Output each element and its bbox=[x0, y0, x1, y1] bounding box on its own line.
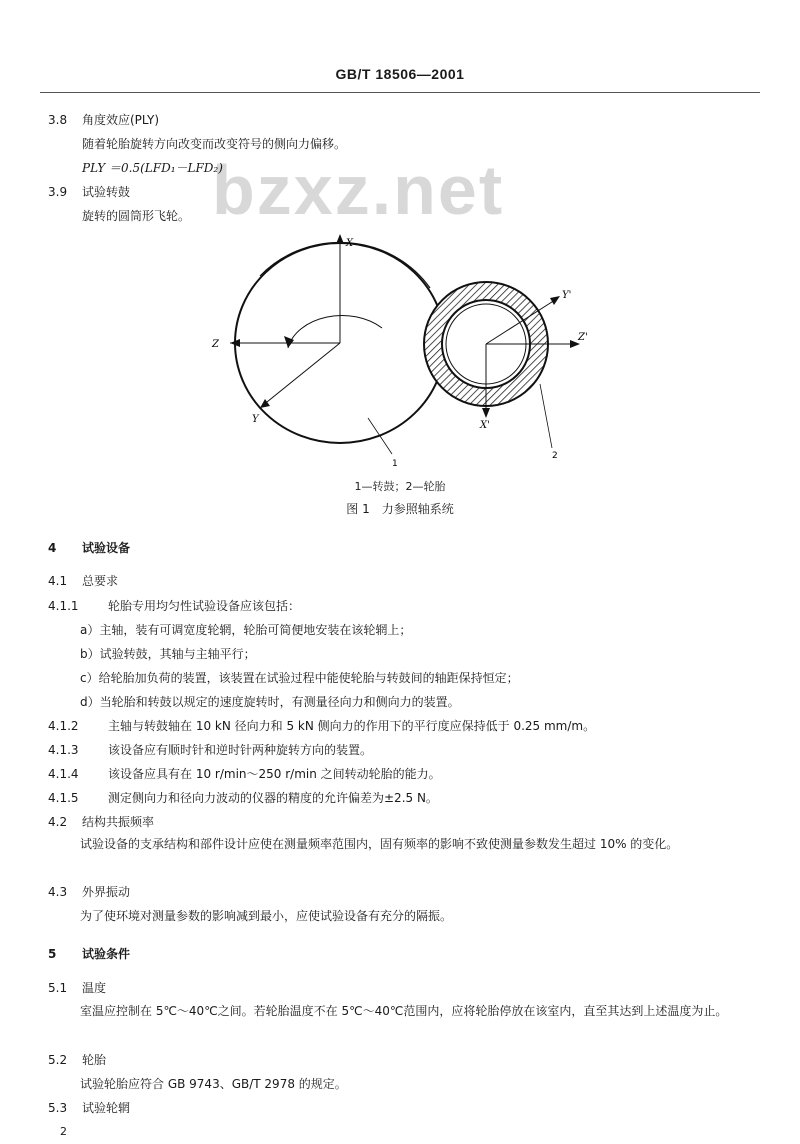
section-text: 轮胎专用均匀性试验设备应该包括： bbox=[108, 599, 301, 613]
section-5-1-heading bbox=[48, 980, 106, 996]
section-text: 该设备应有顺时针和逆时针两种旋转方向的装置。 bbox=[108, 743, 373, 757]
section-text: 该设备应具有在 10 r/min～250 r/min 之间转动轮胎的能力。 bbox=[108, 767, 441, 781]
section-5-3-heading bbox=[48, 1100, 130, 1116]
section-4-1-heading bbox=[48, 573, 118, 589]
section-3-9-heading bbox=[48, 184, 130, 200]
section-title: 试验条件 bbox=[82, 947, 131, 961]
tyre-y-arrow-icon bbox=[550, 296, 560, 305]
section-number: 4.2 bbox=[48, 815, 68, 829]
section-5-1-text: 室温应控制在 5℃～40℃之间。若轮胎温度不在 5℃～40℃范围内，应将轮胎停放在该室内，直至其达到上述温度为止。 bbox=[80, 1004, 728, 1018]
figure-caption: 图 1 力参照轴系统 bbox=[346, 502, 454, 516]
drum-y-axis bbox=[262, 343, 340, 406]
section-number: 4.1.1 bbox=[48, 599, 79, 613]
marker-1: 1 bbox=[392, 459, 398, 469]
section-number: 5.2 bbox=[48, 1053, 68, 1067]
ply-formula: PLY ＝0.5(LFD₁－LFD₂) bbox=[82, 161, 223, 175]
section-title: 结构共振频率 bbox=[82, 815, 155, 829]
section-number: 4.3 bbox=[48, 885, 68, 899]
section-number: 4 bbox=[48, 541, 57, 555]
section-title: 外界振动 bbox=[82, 885, 131, 899]
section-number: 3.8 bbox=[48, 113, 68, 127]
section-5-2-heading bbox=[48, 1052, 106, 1068]
section-title: 总要求 bbox=[82, 574, 119, 588]
section-text: 测定侧向力和径向力波动的仪器的精度的允许偏差为±2.5 N。 bbox=[108, 791, 438, 805]
section-4-1-1 bbox=[48, 598, 300, 614]
section-3-8-text: 随着轮胎旋转方向改变而改变符号的侧向力偏移。 bbox=[82, 137, 347, 151]
section-4-1-2 bbox=[48, 718, 595, 734]
section-3-9-text: 旋转的圆筒形飞轮。 bbox=[82, 209, 191, 223]
section-4-2-heading bbox=[48, 814, 154, 830]
list-item: b）试验转鼓，其轴与主轴平行； bbox=[80, 647, 256, 661]
section-5-2-text: 试验轮胎应符合 GB 9743、GB/T 2978 的规定。 bbox=[80, 1077, 347, 1091]
label-z-prime: Z' bbox=[578, 332, 588, 343]
label-y: Y bbox=[252, 414, 259, 425]
section-title: 角度效应(PLY) bbox=[82, 113, 160, 127]
header-rule bbox=[40, 92, 760, 93]
label-z: Z bbox=[212, 339, 219, 350]
section-4-1-5 bbox=[48, 790, 438, 806]
section-number: 4.1.2 bbox=[48, 719, 79, 733]
section-number: 4.1.5 bbox=[48, 791, 79, 805]
list-item: d）当轮胎和转鼓以规定的速度旋转时，有测量径向力和侧向力的装置。 bbox=[80, 695, 460, 709]
section-number: 4.1.4 bbox=[48, 767, 79, 781]
force-axis-diagram bbox=[200, 228, 600, 472]
section-title: 温度 bbox=[82, 981, 107, 995]
section-number: 4.1.3 bbox=[48, 743, 79, 757]
leader-line-1 bbox=[368, 418, 392, 454]
section-4-3-text: 为了使环境对测量参数的影响减到最小，应使试验设备有充分的隔振。 bbox=[80, 909, 453, 923]
label-x: X bbox=[346, 238, 354, 249]
section-number: 4.1 bbox=[48, 574, 68, 588]
section-text: 主轴与转鼓轴在 10 kN 径向力和 5 kN 侧向力的作用下的平行度应保持低于 0.25 mm/m。 bbox=[108, 719, 596, 733]
section-3-8-heading bbox=[48, 112, 159, 128]
section-4-3-heading bbox=[48, 884, 130, 900]
list-item: a）主轴，装有可调宽度轮辋，轮胎可简便地安装在该轮辋上； bbox=[80, 623, 412, 637]
figure-legend: 1—转鼓；2—轮胎 bbox=[354, 480, 446, 493]
section-number: 5 bbox=[48, 947, 57, 961]
page-header: GB/T 18506—2001 bbox=[335, 66, 465, 82]
section-title: 试验轮辋 bbox=[82, 1101, 131, 1115]
section-number: 3.9 bbox=[48, 185, 68, 199]
section-4-1-4 bbox=[48, 766, 441, 782]
section-title: 轮胎 bbox=[82, 1053, 107, 1067]
label-y-prime: Y' bbox=[562, 290, 572, 301]
drum-x-arrow-icon bbox=[336, 234, 344, 244]
section-title: 试验转鼓 bbox=[82, 185, 131, 199]
tyre-x-arrow-icon bbox=[482, 408, 490, 418]
section-4-2-text: 试验设备的支承结构和部件设计应使在测量频率范围内，固有频率的影响不致使测量参数发生超过 10% 的变化。 bbox=[80, 837, 679, 851]
label-x-prime: X' bbox=[480, 420, 490, 431]
section-number: 5.1 bbox=[48, 981, 68, 995]
page-number: 2 bbox=[60, 1125, 67, 1138]
section-number: 5.3 bbox=[48, 1101, 68, 1115]
list-item: c）给轮胎加负荷的装置，该装置在试验过程中能使轮胎与转鼓间的轴距保持恒定； bbox=[80, 671, 519, 685]
section-4-heading bbox=[48, 540, 130, 556]
section-4-1-3 bbox=[48, 742, 372, 758]
watermark: bzxz.net bbox=[212, 151, 505, 229]
section-title: 试验设备 bbox=[82, 541, 131, 555]
leader-line-2 bbox=[540, 384, 552, 448]
section-5-heading bbox=[48, 946, 130, 962]
marker-2: 2 bbox=[552, 451, 558, 461]
